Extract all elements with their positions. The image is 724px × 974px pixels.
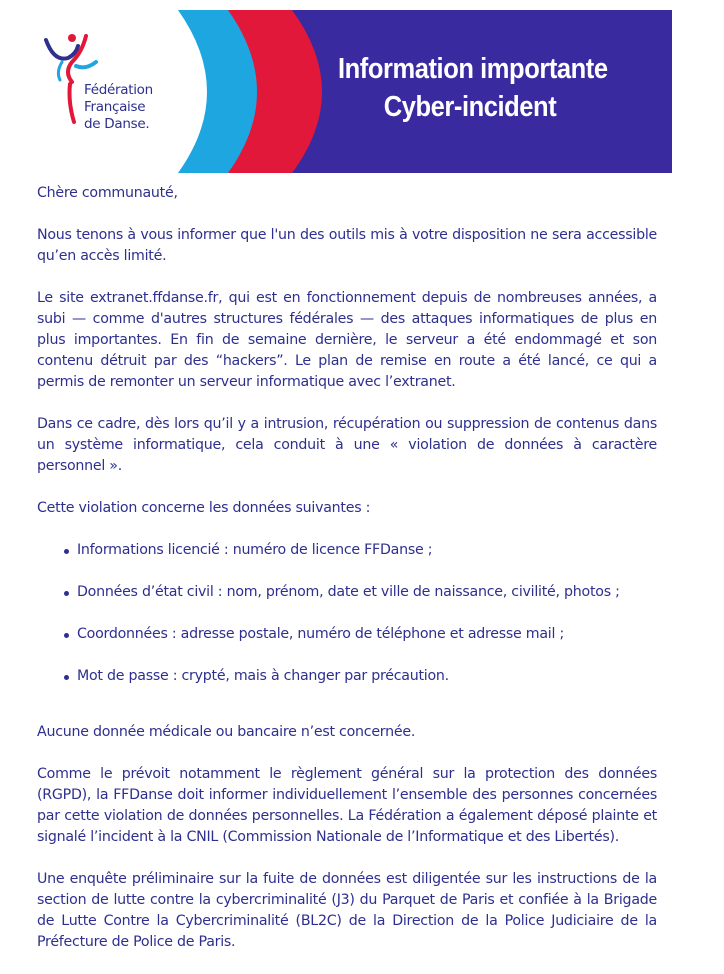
banner-title-line-2: Cyber-incident [383,91,557,123]
logo-wordmark [84,82,153,133]
list-item: Coordonnées : adresse postale, numéro de téléphone et adresse mail ; [77,624,657,645]
affected-data-list [37,540,657,687]
paragraph-rgpd: Comme le prévoit notamment le règlement général sur la protection des données (RGPD), la FFDanse doit informer individuellement l’ensemble des personnes concernées par cette violation de données personnelles. La Fédération a également déposé plainte et signalé l’incident à la CNIL (Commission Nationale de l’Informatique et des Libertés). [37,766,657,845]
list-item: Informations licencié : numéro de licence FFDanse ; [77,540,657,561]
paragraph-data-list-intro: Cette violation concerne les données suivantes : [37,500,371,516]
article-body [37,183,657,974]
list-item: Mot de passe : crypté, mais à changer par précaution. [77,666,657,687]
paragraph-no-medical: Aucune donnée médicale ou bancaire n’est concernée. [37,724,416,740]
logo-line-3: de Danse. [84,116,150,132]
paragraph-incident: Le site extranet.ffdanse.fr, qui est en fonctionnement depuis de nombreuses années, a subi — comme d'autres structures fédérales — des attaques informatiques de plus en plus importantes. En fin de semaine dernière, le serveur a été endommagé et son contenu détruit par des “hackers”. Le plan de remise en route a été lancé, ce qui a permis de remonter un serveur informatique avec l’extranet. [37,290,657,390]
banner-title-line-1: Information importante [338,53,608,85]
banner-title [338,50,608,126]
list-item: Données d’état civil : nom, prénom, date et ville de naissance, civilité, photos ; [77,582,657,603]
federation-logo[interactable] [40,32,180,142]
paragraph-intro: Nous tenons à vous informer que l'un des outils mis à votre disposition ne sera accessible qu’en accès limité. [37,227,657,264]
logo-line-1: Fédération [84,82,153,98]
paragraph-investigation: Une enquête préliminaire sur la fuite de données est diligentée sur les instructions de la section de lutte contre la cybercriminalité (J3) du Parquet de Paris et confiée à la Brigade de Lutte Contre la Cybercriminalité (BL2C) de la Direction de la Police Judiciaire de la Préfecture de Police de Paris. [37,871,657,950]
header-banner [30,10,672,173]
logo-line-2: Française [84,99,146,115]
greeting: Chère communauté, [37,185,178,201]
paragraph-violation: Dans ce cadre, dès lors qu’il y a intrusion, récupération ou suppression de contenus dans un système informatique, cela conduit à une « violation de données à caractère personnel ». [37,416,657,474]
